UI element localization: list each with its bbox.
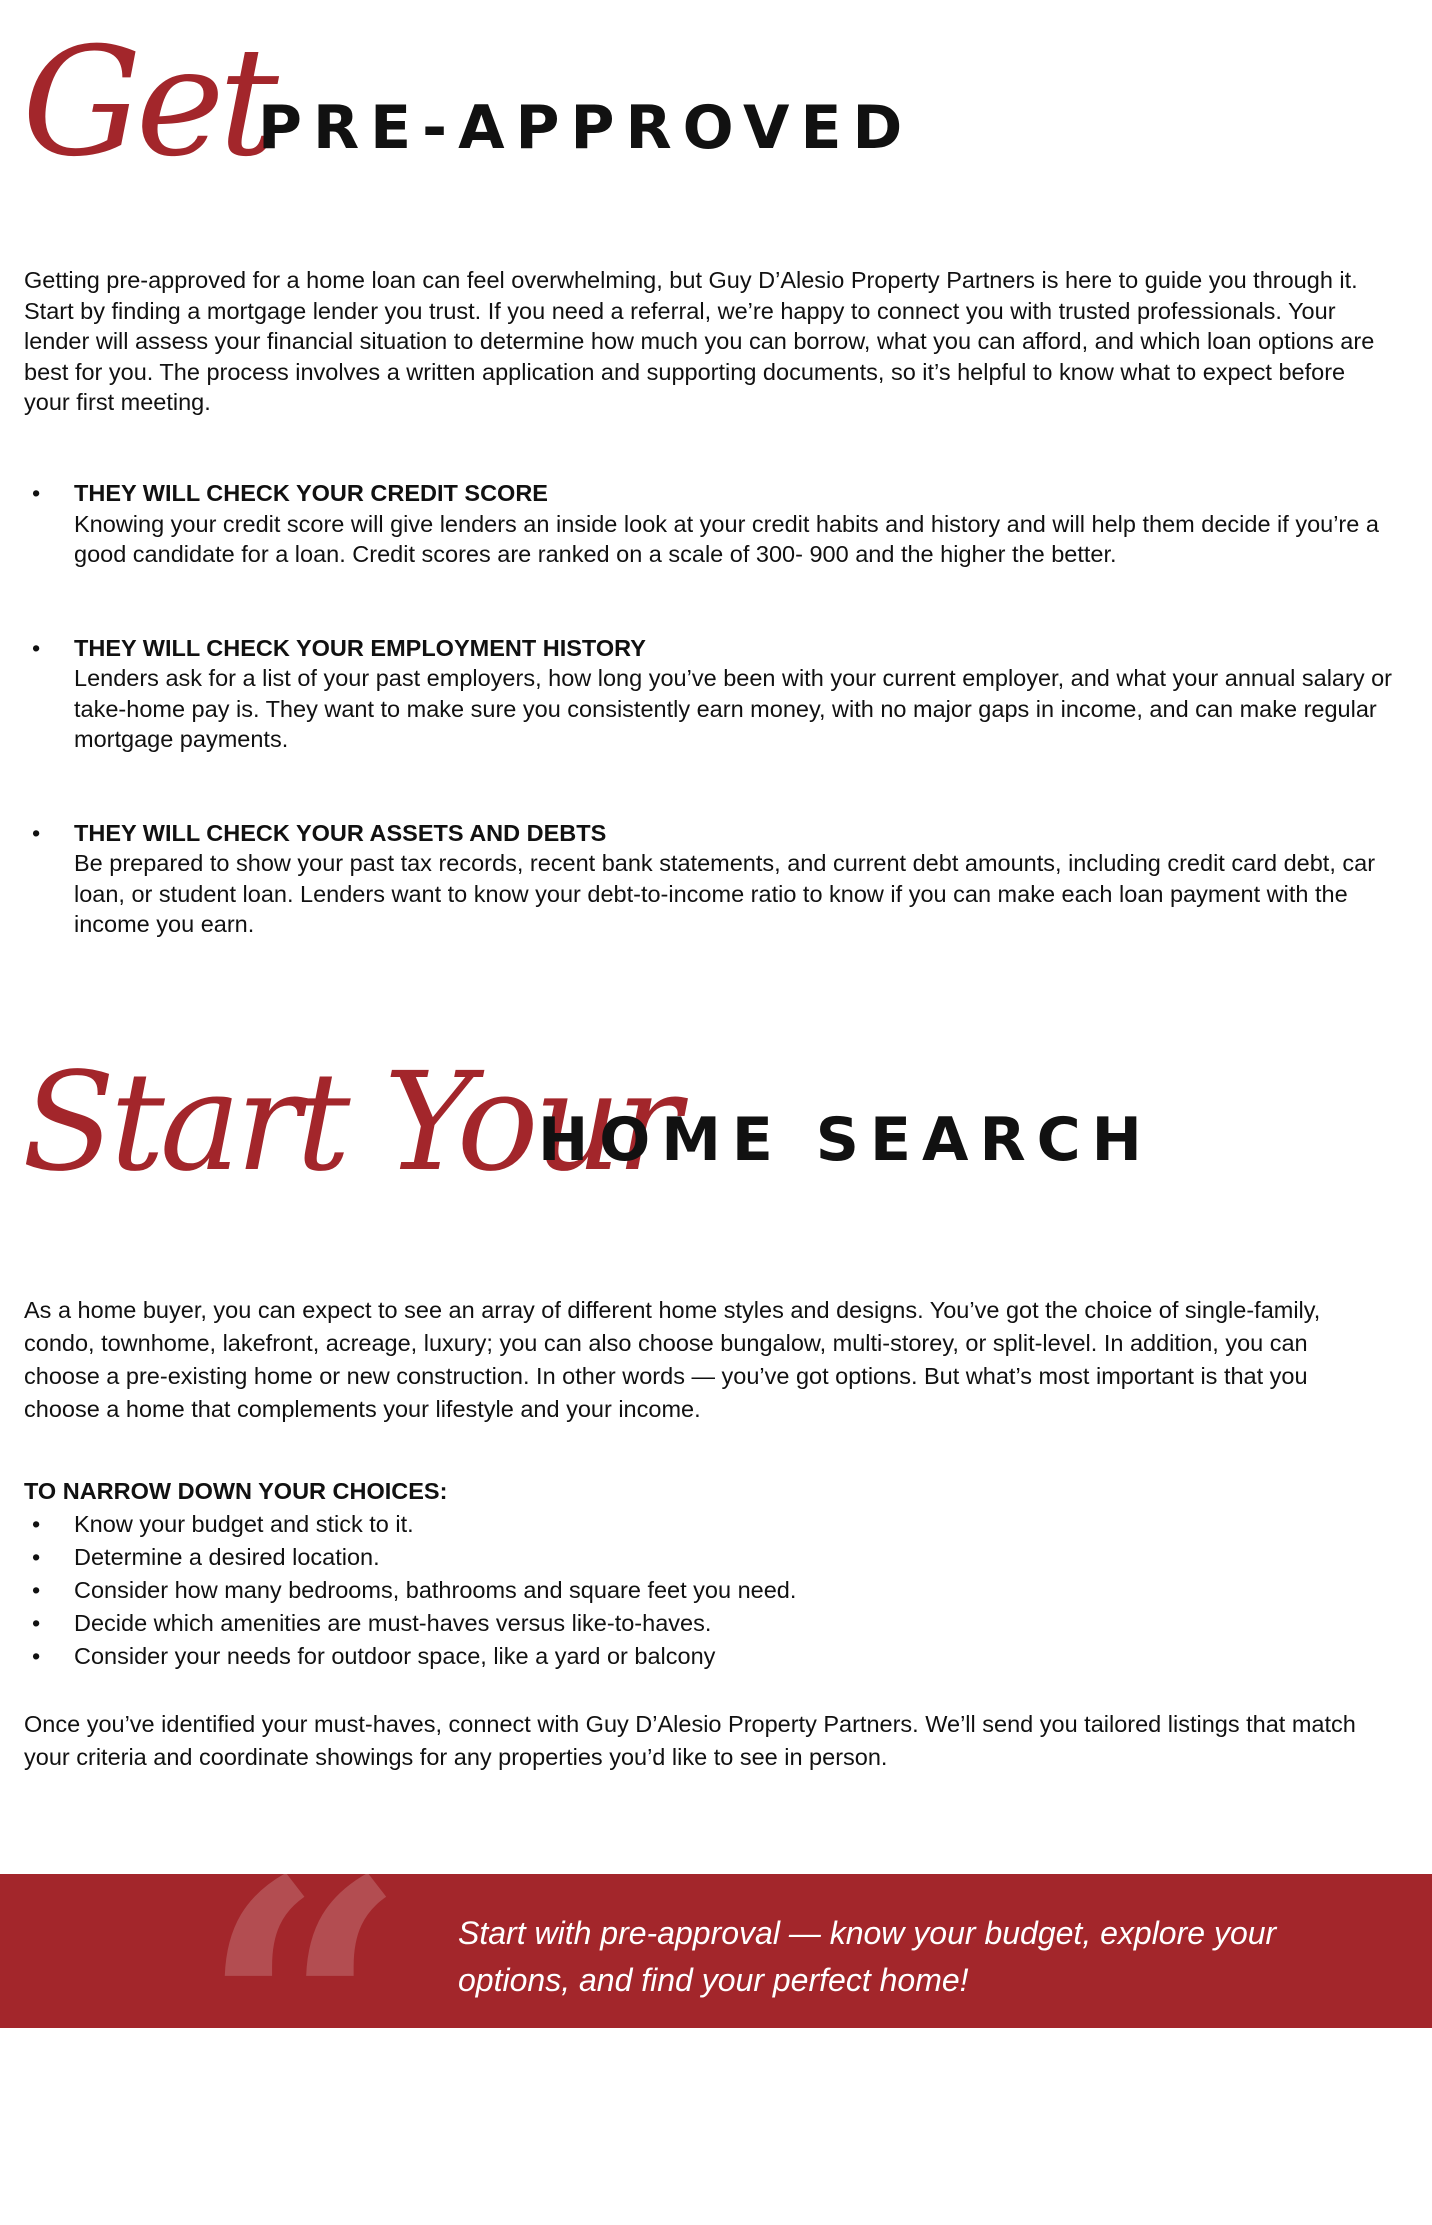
- banner-quote: Start with pre-approval — know your budget, explore your options, and find your perfect home!: [458, 1915, 1277, 1998]
- bullet-title: THEY WILL CHECK YOUR EMPLOYMENT HISTORY: [74, 634, 646, 661]
- bullet-title: THEY WILL CHECK YOUR CREDIT SCORE: [74, 480, 548, 506]
- bullet-icon: •: [32, 1577, 41, 1603]
- choice-text: Know your budget and stick to it.: [74, 1511, 414, 1537]
- preapproval-intro: Getting pre-approved for a home loan can feel overwhelming, but Guy D’Alesio Property Partners is here to guide you through it. Start by finding a mortgage lender you trust. If you need a referral, we’re happy to connect you with trusted professionals. Your lender will assess your financial situation to determine how much you can borrow, what you can afford, and which loan options are best for you. The process involves a written application and supporting documents, so it’s helpful to know what to expect before your first meeting.: [24, 267, 1375, 415]
- bullet-icon: •: [32, 480, 41, 506]
- homesearch-closing: Once you’ve identified your must-haves, connect with Guy D’Alesio Property Partners. We’ll send you tailored listings that match your criteria and coordinate showings for any properties you’d like to see in person.: [24, 1711, 1356, 1770]
- home-search-heading: HOME SEARCH: [538, 1105, 1153, 1175]
- start-your-script-title: Start Your: [22, 1044, 677, 1202]
- bullet-body: Lenders ask for a list of your past employers, how long you’ve been with your current employer, and what your annual salary or take-home pay is. They want to make sure you consistently earn money, with no major gaps in income, and can make regular mortgage payments.: [74, 665, 1392, 752]
- bullet-icon: •: [32, 1544, 41, 1570]
- quote-banner: [0, 1802, 1432, 2225]
- choice-item: [24, 1607, 1404, 1640]
- bullet-icon: •: [32, 1643, 41, 1669]
- bullet-icon: •: [32, 1511, 41, 1537]
- bullet-icon: •: [32, 819, 41, 846]
- choice-text: Consider how many bedrooms, bathrooms and square feet you need.: [74, 1577, 797, 1603]
- assets-debts-item: [24, 818, 1404, 940]
- credit-score-item: [24, 478, 1404, 570]
- bullet-body: Be prepared to show your past tax records, recent bank statements, and current debt amounts, including credit card debt, car loan, or student loan. Lenders want to know your debt-to-income ratio to know if you can make each loan payment with the income you earn.: [74, 850, 1376, 937]
- preapproved-heading: PRE-APPROVED: [258, 93, 914, 163]
- choice-text: Decide which amenities are must-haves versus like-to-haves.: [74, 1610, 712, 1636]
- choice-item: [24, 1640, 1404, 1673]
- bullet-icon: •: [32, 634, 41, 661]
- choices-list: [24, 1508, 1404, 1673]
- preapproval-checklist: [24, 478, 1404, 940]
- homesearch-intro: As a home buyer, you can expect to see an array of different home styles and designs. You’ve got the choice of single-family, condo, townhome, lakefront, acreage, luxury; you can also choose bungalow, multi-storey, or split-level. In addition, you can choose a pre-existing home or new construction. In other words — you’ve got options. But what’s most important is that you choose a home that complements your lifestyle and your income.: [24, 1297, 1321, 1422]
- get-script-title: Get: [22, 16, 273, 190]
- employment-history-item: [24, 633, 1404, 755]
- bullet-body: Knowing your credit score will give lenders an inside look at your credit habits and history and will help them decide if you’re a good candidate for a loan. Credit scores are ranked on a scale of 300- 900 and the higher the better.: [74, 510, 1379, 567]
- quote-mark-icon: “: [200, 1802, 408, 2225]
- choice-item: [24, 1508, 1404, 1541]
- choice-item: [24, 1541, 1404, 1574]
- choice-text: Consider your needs for outdoor space, like a yard or balcony: [74, 1643, 716, 1669]
- bullet-title: THEY WILL CHECK YOUR ASSETS AND DEBTS: [74, 819, 607, 846]
- bullet-icon: •: [32, 1610, 41, 1636]
- choice-item: [24, 1574, 1404, 1607]
- choice-text: Determine a desired location.: [74, 1544, 380, 1570]
- choices-title: TO NARROW DOWN YOUR CHOICES:: [24, 1478, 448, 1504]
